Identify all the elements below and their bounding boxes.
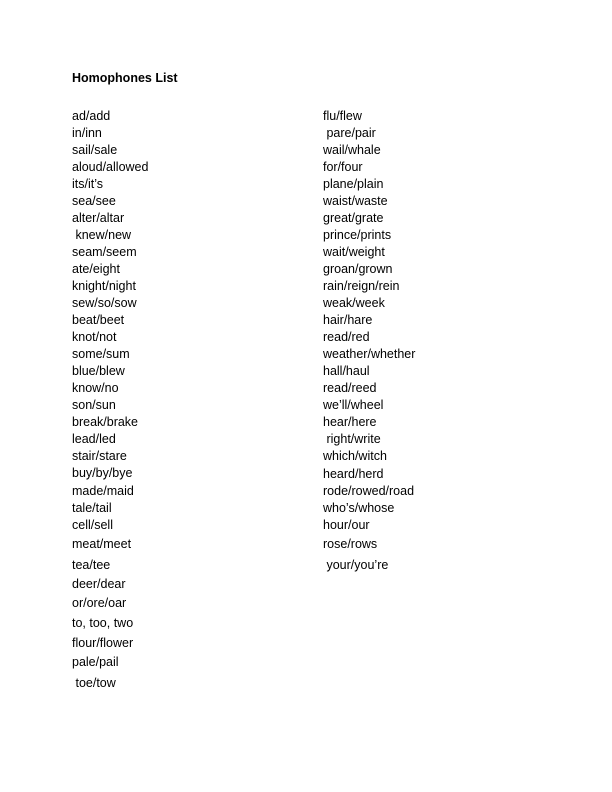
homophone-entry: weak/week	[323, 296, 385, 310]
homophone-entry: made/maid	[72, 484, 134, 498]
homophone-entry: aloud/allowed	[72, 160, 149, 174]
homophone-entry: weather/whether	[323, 347, 416, 361]
homophone-entry: to, too, two	[72, 616, 134, 630]
homophone-entry: son/sun	[72, 398, 116, 412]
homophone-entry: wail/whale	[323, 143, 381, 157]
homophone-entry: for/four	[323, 160, 363, 174]
homophone-entry: plane/plain	[323, 177, 384, 191]
homophone-entry: beat/beet	[72, 313, 125, 327]
homophone-entry: tea/tee	[72, 558, 111, 572]
homophone-entry: waist/waste	[323, 194, 388, 208]
homophone-entry: blue/blew	[72, 364, 125, 378]
homophone-entry: hour/our	[323, 518, 370, 532]
homophone-entry: prince/prints	[323, 228, 392, 242]
homophone-entry: deer/dear	[72, 577, 126, 591]
homophone-entry: lead/led	[72, 432, 116, 446]
homophone-entry: know/no	[72, 381, 119, 395]
homophone-entry: sea/see	[72, 194, 116, 208]
homophone-entry: tale/tail	[72, 501, 112, 515]
homophone-entry: we’ll/wheel	[323, 398, 384, 412]
homophone-entry: hair/hare	[323, 313, 373, 327]
page-title: Homophones List	[72, 71, 178, 85]
homophone-entry: heard/herd	[323, 467, 384, 481]
homophone-entry: read/reed	[323, 381, 377, 395]
homophone-entry: some/sum	[72, 347, 130, 361]
homophone-entry: your/you’re	[323, 558, 389, 572]
homophone-entry: rain/reign/rein	[323, 279, 400, 293]
homophone-entry: pare/pair	[323, 126, 376, 140]
homophone-entry: hall/haul	[323, 364, 370, 378]
homophone-entry: alter/altar	[72, 211, 125, 225]
homophone-entry: flour/flower	[72, 636, 134, 650]
homophone-entry: sew/so/sow	[72, 296, 137, 310]
homophone-entry: ate/eight	[72, 262, 120, 276]
homophone-entry: flu/flew	[323, 109, 362, 123]
homophone-entry: hear/here	[323, 415, 377, 429]
homophone-entry: which/witch	[323, 449, 387, 463]
homophone-entry: ad/add	[72, 109, 111, 123]
homophone-entry: in/inn	[72, 126, 102, 140]
homophone-entry: meat/meet	[72, 537, 132, 551]
homophone-entry: stair/stare	[72, 449, 127, 463]
homophone-entry: rode/rowed/road	[323, 484, 415, 498]
homophone-entry: who’s/whose	[323, 501, 395, 515]
homophone-entry: read/red	[323, 330, 370, 344]
homophone-entry: buy/by/bye	[72, 466, 133, 480]
homophone-entry: sail/sale	[72, 143, 118, 157]
homophone-entry: toe/tow	[72, 676, 116, 690]
homophone-entry: great/grate	[323, 211, 384, 225]
homophone-entry: rose/rows	[323, 537, 378, 551]
homophone-entry: cell/sell	[72, 518, 113, 532]
homophone-entry: pale/pail	[72, 655, 119, 669]
homophone-entry: knew/new	[72, 228, 132, 242]
homophone-entry: seam/seem	[72, 245, 137, 259]
homophone-entry: knight/night	[72, 279, 136, 293]
homophone-entry: groan/grown	[323, 262, 393, 276]
homophone-entry: break/brake	[72, 415, 139, 429]
homophone-entry: its/it’s	[72, 177, 104, 191]
homophone-entry: or/ore/oar	[72, 596, 127, 610]
homophone-entry: knot/not	[72, 330, 117, 344]
homophone-entry: wait/weight	[323, 245, 385, 259]
homophone-entry: right/write	[323, 432, 381, 446]
